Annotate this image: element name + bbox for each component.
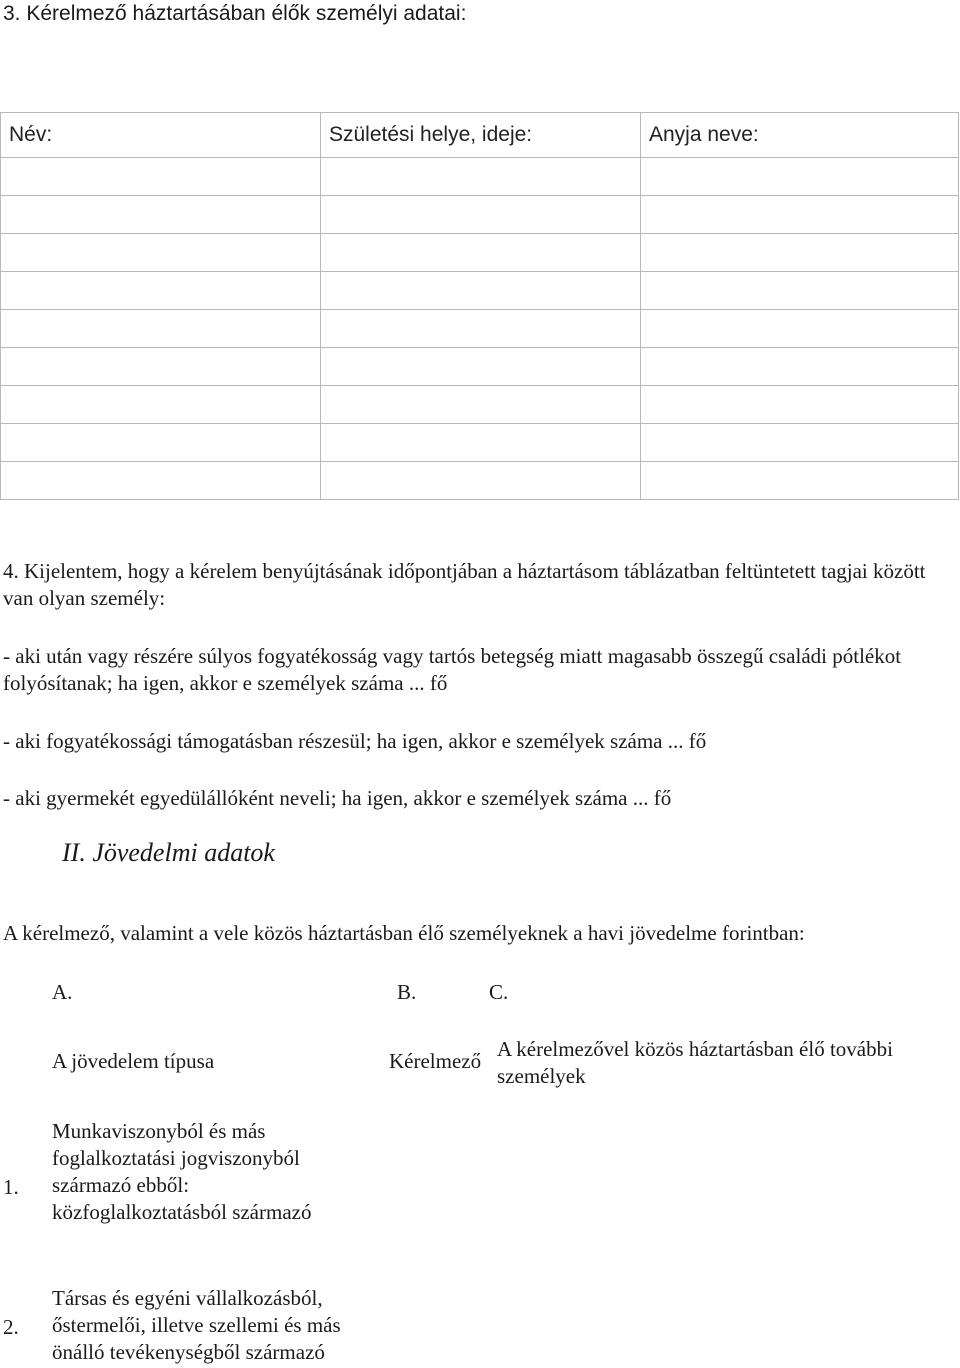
column-letter-c: C. bbox=[489, 980, 509, 1004]
section4-item-single-parent: - aki gyermekét egyedülállóként neveli; ha igen, akkor e személyek száma ... fő bbox=[3, 786, 672, 810]
name-cell[interactable] bbox=[1, 234, 321, 272]
name-cell[interactable] bbox=[1, 158, 321, 196]
section3-title: 3. Kérelmező háztartásában élők személyi adatai: bbox=[3, 2, 467, 25]
header-mother: Anyja neve: bbox=[641, 113, 959, 158]
column-header-household-members: A kérelmezővel közös háztartásban élő további személyek bbox=[497, 1037, 893, 1088]
name-cell[interactable] bbox=[1, 462, 321, 500]
name-cell[interactable] bbox=[1, 424, 321, 462]
income-row-label-enterprise: Társas és egyéni vállalkozásból, őstermelői, illetve szellemi és más önálló tevékenységből származó bbox=[52, 1286, 341, 1364]
table-row bbox=[1, 348, 959, 386]
header-name: Név: bbox=[1, 113, 321, 158]
table-row bbox=[1, 386, 959, 424]
column-letter-b: B. bbox=[397, 980, 417, 1004]
mother-cell[interactable] bbox=[641, 348, 959, 386]
table-row bbox=[1, 462, 959, 500]
table-row bbox=[1, 196, 959, 234]
mother-cell[interactable] bbox=[641, 310, 959, 348]
table-row bbox=[1, 424, 959, 462]
name-cell[interactable] bbox=[1, 310, 321, 348]
header-birth: Születési helye, ideje: bbox=[321, 113, 641, 158]
birth-cell[interactable] bbox=[321, 310, 641, 348]
column-letter-a: A. bbox=[52, 980, 73, 1004]
birth-cell[interactable] bbox=[321, 348, 641, 386]
table-row bbox=[1, 272, 959, 310]
mother-cell[interactable] bbox=[641, 234, 959, 272]
name-cell[interactable] bbox=[1, 272, 321, 310]
income-row-number-2: 2. bbox=[3, 1315, 19, 1339]
household-persons-table bbox=[0, 112, 959, 500]
mother-cell[interactable] bbox=[641, 158, 959, 196]
table-row bbox=[1, 158, 959, 196]
section4-intro: 4. Kijelentem, hogy a kérelem benyújtásának időpontjában a háztartásom táblázatban feltüntetett tagjai között van olyan személy: bbox=[3, 559, 926, 610]
birth-cell[interactable] bbox=[321, 158, 641, 196]
income-description: A kérelmező, valamint a vele közös háztartásban élő személyeknek a havi jövedelme forintban: bbox=[3, 921, 805, 945]
column-header-income-type: A jövedelem típusa bbox=[52, 1049, 215, 1073]
mother-cell[interactable] bbox=[641, 462, 959, 500]
table-header-row bbox=[1, 113, 959, 158]
column-header-applicant: Kérelmező bbox=[389, 1049, 482, 1073]
birth-cell[interactable] bbox=[321, 196, 641, 234]
income-row-label-employment: Munkaviszonyból és más foglalkoztatási jogviszonyból származó ebből: közfoglalkoztatásból származó bbox=[52, 1119, 312, 1224]
mother-cell[interactable] bbox=[641, 386, 959, 424]
income-section-title: II. Jövedelmi adatok bbox=[62, 838, 275, 867]
birth-cell[interactable] bbox=[321, 234, 641, 272]
name-cell[interactable] bbox=[1, 348, 321, 386]
birth-cell[interactable] bbox=[321, 386, 641, 424]
name-cell[interactable] bbox=[1, 386, 321, 424]
section4-item-disability-support: - aki fogyatékossági támogatásban részesül; ha igen, akkor e személyek száma ... fő bbox=[3, 729, 707, 753]
section4-item-family-allowance: - aki után vagy részére súlyos fogyatékosság vagy tartós betegség miatt magasabb összegű családi pótlékot folyósítanak; ha igen, akkor e személyek száma ... fő bbox=[3, 644, 902, 695]
mother-cell[interactable] bbox=[641, 272, 959, 310]
birth-cell[interactable] bbox=[321, 272, 641, 310]
birth-cell[interactable] bbox=[321, 462, 641, 500]
name-cell[interactable] bbox=[1, 196, 321, 234]
income-row-number-1: 1. bbox=[3, 1175, 19, 1199]
birth-cell[interactable] bbox=[321, 424, 641, 462]
mother-cell[interactable] bbox=[641, 196, 959, 234]
mother-cell[interactable] bbox=[641, 424, 959, 462]
table-row bbox=[1, 234, 959, 272]
table-row bbox=[1, 310, 959, 348]
